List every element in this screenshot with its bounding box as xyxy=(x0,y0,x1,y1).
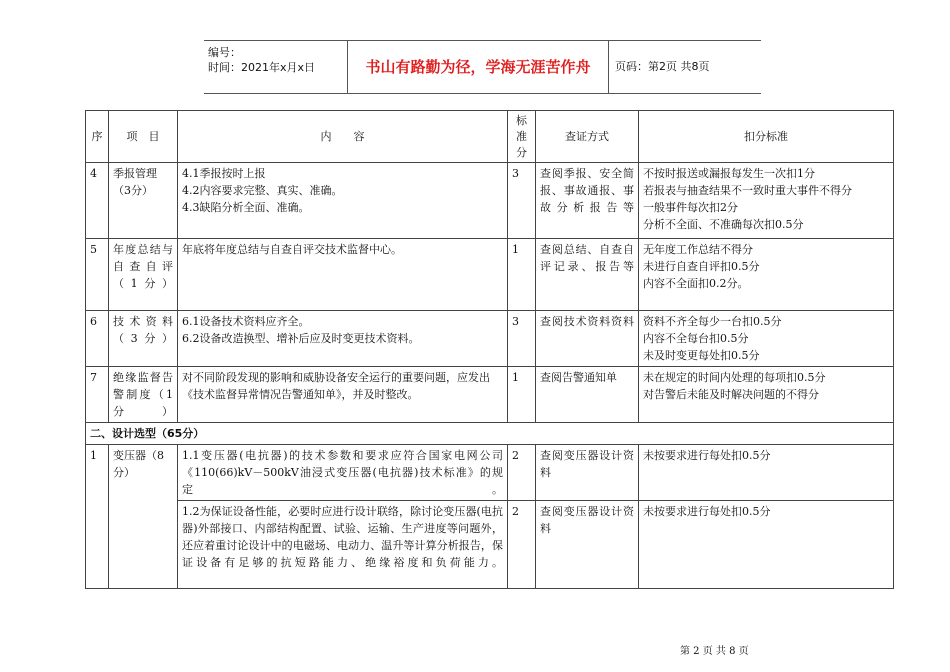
table-row xyxy=(86,311,894,367)
header-method: 查证方式 xyxy=(536,111,639,163)
row-item: 变压器（8分） xyxy=(109,445,178,589)
table-header-row xyxy=(86,111,894,163)
row-content: 年底将年度总结与自查自评交技术监督中心。 xyxy=(178,239,508,311)
time-label: 时间：2021年x月x日 xyxy=(208,61,316,74)
header-seq: 序 xyxy=(86,111,109,163)
row-seq: 6 xyxy=(86,311,109,367)
inspection-table xyxy=(85,110,894,589)
row-method: 查阅技术资料资料 xyxy=(536,311,639,367)
motto: 书山有路勤为径，学海无涯苦作舟 xyxy=(347,41,609,93)
row-seq: 5 xyxy=(86,239,109,311)
row-score: 2 xyxy=(508,501,536,589)
header-item: 项 目 xyxy=(109,111,178,163)
row-score: 3 xyxy=(508,311,536,367)
page-label: 页码：第2页 共8页 xyxy=(615,60,710,73)
footer-page-number: 第 2 页 共 8 页 xyxy=(680,646,749,657)
row-score: 1 xyxy=(508,367,536,423)
page-header xyxy=(204,40,761,94)
row-deduct: 未在规定的时间内处理的每项扣0.5分 对告警后未能及时解决问题的不得分 xyxy=(639,367,894,423)
header-score: 标准分 xyxy=(508,111,536,163)
row-item: 绝缘监督告警制度（1分） xyxy=(109,367,178,423)
row-deduct: 不按时报送或漏报每发生一次扣1分 若报表与抽查结果不一致时重大事件不得分 一般事件每次扣2分 分析不全面、不准确每次扣0.5分 xyxy=(639,163,894,239)
row-method: 查阅变压器设计资料 xyxy=(536,445,639,501)
row-score: 2 xyxy=(508,445,536,501)
row-deduct: 未按要求进行每处扣0.5分 xyxy=(639,501,894,589)
row-content: 4.1季报按时上报 4.2内容要求完整、真实、准确。 4.3缺陷分析全面、准确。 xyxy=(178,163,508,239)
table-row xyxy=(86,239,894,311)
row-seq: 1 xyxy=(86,445,109,589)
row-content: 1.1变压器(电抗器)的技术参数和要求应符合国家电网公司《110(66)kV－500kV油浸式变压器(电抗器)技术标准》的规定。 xyxy=(178,445,508,501)
row-item: 技术资料（3分） xyxy=(109,311,178,367)
row-content: 1.2为保证设备性能，必要时应进行设计联络，除讨论变压器(电抗器)外部接口、内部结构配置、试验、运输、生产进度等问题外，还应着重讨论设计中的电磁场、电动力、温升等计算分析报告，保证设备有足够的抗短路能力、绝缘裕度和负荷能力。 xyxy=(178,501,508,589)
table-row xyxy=(86,163,894,239)
row-method: 查阅告警通知单 xyxy=(536,367,639,423)
row-seq: 7 xyxy=(86,367,109,423)
row-content: 对不同阶段发现的影响和威胁设备安全运行的重要问题，应发出《技术监督异常情况告警通知单》，并及时整改。 xyxy=(178,367,508,423)
header-deduct: 扣分标准 xyxy=(639,111,894,163)
table-row xyxy=(86,501,894,589)
section-row xyxy=(86,423,894,445)
row-deduct: 未按要求进行每处扣0.5分 xyxy=(639,445,894,501)
row-seq: 4 xyxy=(86,163,109,239)
row-deduct: 无年度工作总结不得分 未进行自查自评扣0.5分 内容不全面扣0.2分。 xyxy=(639,239,894,311)
row-deduct: 资料不齐全每少一台扣0.5分 内容不全每台扣0.5分 未及时变更每处扣0.5分 xyxy=(639,311,894,367)
row-item: 年度总结与自查自评（1分） xyxy=(109,239,178,311)
row-item: 季报管理（3分） xyxy=(109,163,178,239)
row-method: 查阅变压器设计资料 xyxy=(536,501,639,589)
row-method: 查阅季报、安全简报、事故通报、事故分析报告等 xyxy=(536,163,639,239)
header-content: 内 容 xyxy=(178,111,508,163)
row-score: 3 xyxy=(508,163,536,239)
section-title: 二、设计选型（65分） xyxy=(86,423,894,445)
table-row xyxy=(86,445,894,501)
header-meta xyxy=(204,41,347,93)
row-method: 查阅总结、自查自评记录、报告等 xyxy=(536,239,639,311)
row-score: 1 xyxy=(508,239,536,311)
number-label: 编号： xyxy=(208,46,241,59)
row-content: 6.1设备技术资料应齐全。 6.2设备改造换型、增补后应及时变更技术资料。 xyxy=(178,311,508,367)
table-row xyxy=(86,367,894,423)
